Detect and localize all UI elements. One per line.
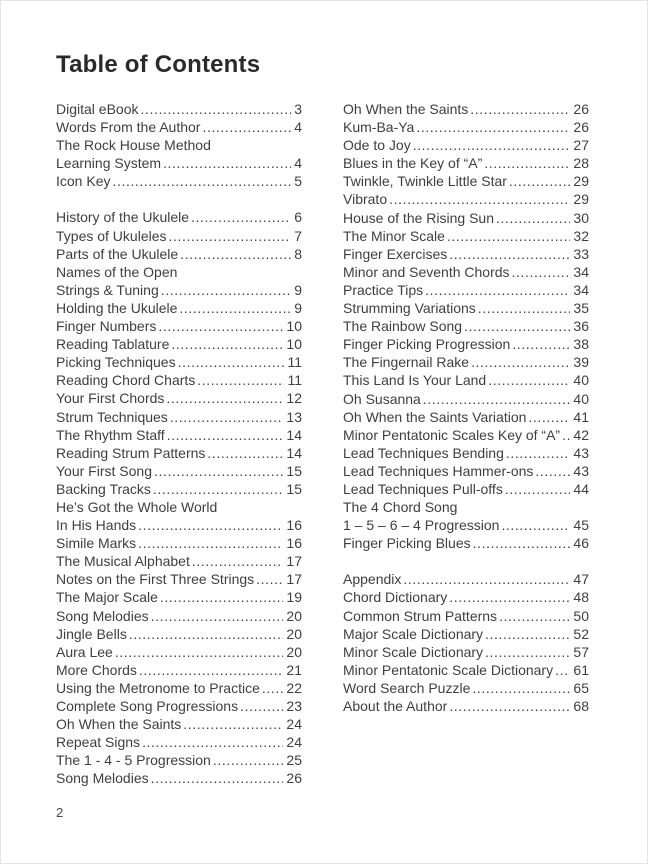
toc-entry: [343, 588, 589, 606]
toc-leader-dots: [166, 389, 283, 407]
toc-entry: [56, 733, 302, 751]
toc-entry-page: 42: [573, 426, 589, 443]
page-number: 2: [56, 805, 64, 820]
toc-leader-dots: [485, 625, 570, 643]
toc-entry-page: 13: [286, 408, 302, 425]
toc-entry-page: 25: [286, 752, 302, 769]
toc-entry-page: 20: [286, 643, 302, 660]
toc-entry-page: 35: [573, 300, 589, 317]
toc-entry: [56, 154, 302, 172]
toc-entry-page: 52: [573, 625, 589, 642]
toc-entry: [56, 661, 302, 679]
toc-leader-dots: [158, 317, 283, 335]
toc-entry: [343, 390, 589, 408]
toc-entry-page: 16: [286, 517, 302, 534]
toc-entry-label: Picking Techniques: [56, 354, 176, 371]
toc-entry-page: 16: [286, 535, 302, 552]
toc-entry-label: Your First Song: [56, 462, 152, 479]
toc-entry-page: 5: [294, 173, 302, 190]
toc-entry-label: Parts of the Ukulele: [56, 245, 179, 262]
toc-entry: [56, 245, 302, 263]
toc-leader-dots: [447, 227, 570, 245]
toc-entry-label: Ode to Joy: [343, 137, 411, 154]
toc-entry: [343, 444, 589, 462]
toc-entry-label: Kum-Ba-Ya: [343, 119, 415, 136]
toc-entry: [56, 172, 302, 190]
toc-entry: [343, 172, 589, 190]
toc-entry-label: Jingle Bells: [56, 625, 127, 642]
toc-entry-label: Word Search Puzzle: [343, 679, 471, 696]
toc-entry: [343, 661, 589, 679]
toc-entry: [56, 534, 302, 552]
toc-entry: [343, 534, 589, 552]
toc-leader-dots: [389, 190, 570, 208]
toc-leader-dots: [178, 353, 285, 371]
toc-entry-label: Learning System: [56, 155, 162, 172]
toc-entry-page: 29: [573, 173, 589, 190]
toc-entry: [343, 697, 589, 715]
toc-entry-label: Finger Picking Blues: [343, 535, 471, 552]
toc-leader-dots: [488, 371, 570, 389]
page-title: Table of Contents: [56, 51, 261, 79]
toc-entry-page: 45: [573, 517, 589, 534]
toc-entry-page: 40: [573, 390, 589, 407]
toc-entry-page: 39: [573, 354, 589, 371]
toc-entry-page: 9: [294, 299, 302, 316]
toc-entry-label: Blues in the Key of “A”: [343, 155, 483, 172]
toc-entry-label: Lead Techniques Pull-offs: [343, 480, 503, 497]
toc-leader-dots: [161, 281, 291, 299]
toc-leader-dots: [240, 697, 283, 715]
toc-entry: [343, 462, 589, 480]
toc-entry-page: 17: [286, 571, 302, 588]
toc-entry: [343, 353, 589, 371]
toc-leader-dots: [499, 607, 570, 625]
toc-entry-label: Holding the Ukulele: [56, 299, 178, 316]
toc-leader-dots: [192, 552, 284, 570]
toc-leader-dots: [153, 480, 283, 498]
toc-entry-page: 11: [287, 354, 302, 371]
toc-entry-label: Your First Chords: [56, 390, 165, 407]
toc-entry-label: Oh When the Saints Variation: [343, 408, 527, 425]
toc-leader-dots: [129, 625, 284, 643]
toc-leader-dots: [202, 118, 291, 136]
toc-leader-dots: [163, 154, 291, 172]
toc-entry-page: 21: [286, 661, 302, 678]
toc-entry-label: Lead Techniques Hammer-ons: [343, 462, 534, 479]
toc-entry-page: 14: [286, 444, 302, 461]
toc-leader-dots: [478, 299, 571, 317]
toc-entry: [343, 100, 589, 118]
toc-entry-label: Song Melodies: [56, 770, 149, 787]
toc-entry-page: 20: [286, 625, 302, 642]
toc-entry-label: Finger Picking Progression: [343, 336, 511, 353]
toc-entry-label: Words From the Author: [56, 119, 201, 136]
toc-leader-dots: [115, 643, 284, 661]
toc-entry: [56, 625, 302, 643]
toc-entry-label: Appendix: [343, 571, 402, 588]
toc-entry-page: 7: [294, 227, 302, 244]
toc-entry-label: Strumming Variations: [343, 300, 476, 317]
table-of-contents: [56, 100, 589, 787]
toc-entry: [56, 444, 302, 462]
toc-entry-page: 10: [286, 336, 302, 353]
toc-leader-dots: [403, 570, 570, 588]
toc-entry: [343, 335, 589, 353]
toc-entry-label: Vibrato: [343, 191, 388, 208]
toc-entry-label: The Minor Scale: [343, 227, 445, 244]
toc-entry: [343, 516, 589, 534]
toc-entry-label: 1 – 5 – 6 – 4 Progression: [343, 517, 500, 534]
toc-entry: [343, 371, 589, 389]
toc-leader-dots: [160, 588, 283, 606]
toc-entry: [56, 317, 302, 335]
toc-entry: [56, 697, 302, 715]
toc-leader-dots: [183, 715, 283, 733]
toc-entry-label: Reading Strum Patterns: [56, 444, 206, 461]
toc-leader-dots: [449, 697, 570, 715]
toc-entry-label: Strings & Tuning: [56, 281, 159, 298]
toc-leader-dots: [191, 208, 291, 226]
toc-entry-page: 38: [573, 336, 589, 353]
toc-entry: [56, 371, 302, 389]
toc-entry-page: 36: [573, 318, 589, 335]
toc-entry-label: Lead Techniques Bending: [343, 444, 504, 461]
toc-leader-dots: [501, 516, 570, 534]
toc-entry-label: Oh Susanna: [343, 390, 421, 407]
toc-leader-dots: [180, 245, 291, 263]
toc-entry-label: The Rhythm Staff: [56, 426, 165, 443]
toc-entry: [56, 426, 302, 444]
toc-entry-label: The Rock House Method: [56, 137, 211, 154]
toc-entry-page: 6: [294, 209, 302, 226]
toc-entry-page: 20: [286, 607, 302, 624]
toc-entry: [56, 570, 302, 588]
toc-entry-label: The Musical Alphabet: [56, 553, 190, 570]
toc-entry-page: 61: [573, 661, 589, 678]
toc-entry-label: The Fingernail Rake: [343, 354, 470, 371]
toc-column-right: [343, 100, 589, 787]
toc-entry-page: 68: [573, 698, 589, 714]
toc-entry-label: Strum Techniques: [56, 408, 168, 425]
toc-entry-page: 3: [294, 101, 302, 117]
toc-entry-page: 40: [573, 372, 589, 389]
toc-entry: [56, 552, 302, 570]
toc-entry-label: Common Strum Patterns: [343, 607, 498, 624]
toc-leader-dots: [139, 661, 284, 679]
toc-column-left: [56, 100, 302, 787]
toc-block: [56, 208, 302, 787]
toc-entry-label: The 4 Chord Song: [343, 499, 458, 516]
toc-entry: [343, 625, 589, 643]
toc-leader-dots: [485, 643, 570, 661]
toc-entry-page: 4: [294, 155, 302, 172]
toc-entry-page: 28: [573, 155, 589, 172]
toc-entry-label: Minor and Seventh Chords: [343, 263, 510, 280]
toc-entry-label: Minor Pentatonic Scale Dictionary: [343, 661, 554, 678]
toc-entry: [56, 588, 302, 606]
toc-entry-page: 17: [286, 553, 302, 570]
toc-leader-dots: [562, 426, 570, 444]
toc-entry: [56, 227, 302, 245]
toc-entry-label: Reading Tablature: [56, 336, 170, 353]
toc-leader-dots: [535, 462, 570, 480]
toc-entry-page: 10: [286, 318, 302, 335]
toc-entry: [56, 263, 302, 281]
toc-leader-dots: [496, 209, 570, 227]
toc-entry-label: Finger Numbers: [56, 318, 157, 335]
toc-entry: [56, 607, 302, 625]
toc-entry-label: Practice Tips: [343, 281, 424, 298]
toc-entry: [56, 299, 302, 317]
toc-leader-dots: [151, 769, 284, 787]
toc-entry-page: 15: [286, 462, 302, 479]
toc-leader-dots: [262, 679, 284, 697]
toc-entry: [56, 480, 302, 498]
toc-leader-dots: [509, 172, 571, 190]
toc-entry-label: Digital eBook: [56, 101, 139, 117]
toc-entry-page: 26: [573, 119, 589, 136]
toc-entry-label: Notes on the First Three Strings: [56, 571, 255, 588]
toc-leader-dots: [473, 534, 571, 552]
toc-entry-label: About the Author: [343, 698, 448, 714]
toc-leader-dots: [425, 281, 570, 299]
toc-entry-page: 43: [573, 444, 589, 461]
toc-entry-page: 11: [287, 372, 302, 389]
toc-entry-page: 4: [294, 119, 302, 136]
toc-leader-dots: [171, 335, 283, 353]
toc-entry-page: 26: [286, 770, 302, 787]
toc-leader-dots: [167, 426, 284, 444]
toc-leader-dots: [256, 570, 283, 588]
toc-leader-dots: [423, 390, 571, 408]
toc-entry-label: Major Scale Dictionary: [343, 625, 484, 642]
toc-leader-dots: [179, 299, 291, 317]
toc-entry-label: Names of the Open: [56, 263, 178, 280]
toc-entry-page: 27: [573, 137, 589, 154]
toc-entry: [343, 209, 589, 227]
toc-entry-page: 34: [573, 281, 589, 298]
toc-entry: [343, 190, 589, 208]
toc-entry-label: The Major Scale: [56, 589, 158, 606]
toc-entry-page: 19: [286, 589, 302, 606]
toc-entry: [343, 281, 589, 299]
toc-entry-label: Twinkle, Twinkle Little Star: [343, 173, 507, 190]
toc-entry: [343, 498, 589, 516]
toc-leader-dots: [141, 100, 292, 118]
toc-entry-label: House of the Rising Sun: [343, 209, 494, 226]
toc-entry: [343, 136, 589, 154]
toc-leader-dots: [413, 136, 571, 154]
toc-leader-dots: [197, 371, 284, 389]
toc-entry: [56, 335, 302, 353]
toc-entry-page: 47: [573, 571, 589, 588]
toc-entry-page: 24: [286, 716, 302, 733]
toc-entry-page: 9: [294, 281, 302, 298]
toc-entry-page: 43: [573, 462, 589, 479]
toc-leader-dots: [512, 335, 570, 353]
toc-entry-page: 29: [573, 191, 589, 208]
toc-entry-label: Song Melodies: [56, 607, 149, 624]
toc-entry: [343, 245, 589, 263]
toc-entry-page: 65: [573, 679, 589, 696]
toc-entry-label: Minor Scale Dictionary: [343, 643, 484, 660]
toc-entry-label: History of the Ukulele: [56, 209, 190, 226]
toc-entry: [343, 426, 589, 444]
toc-entry-label: Backing Tracks: [56, 480, 151, 497]
toc-entry-page: 50: [573, 607, 589, 624]
toc-entry-label: The 1 - 4 - 5 Progression: [56, 752, 211, 769]
toc-entry-page: 26: [573, 101, 589, 117]
toc-entry-page: 48: [573, 589, 589, 606]
toc-leader-dots: [555, 661, 570, 679]
toc-entry-page: 41: [573, 408, 589, 425]
toc-leader-dots: [170, 408, 284, 426]
toc-entry-label: Repeat Signs: [56, 734, 141, 751]
toc-entry-label: Chord Dictionary: [343, 589, 448, 606]
toc-leader-dots: [484, 154, 570, 172]
toc-entry-page: 34: [573, 263, 589, 280]
toc-entry-page: 30: [573, 209, 589, 226]
toc-leader-dots: [138, 516, 283, 534]
toc-leader-dots: [154, 462, 283, 480]
toc-entry-page: 44: [573, 480, 589, 497]
toc-entry-label: Using the Metronome to Practice: [56, 679, 260, 696]
toc-leader-dots: [142, 733, 283, 751]
toc-entry-label: More Chords: [56, 661, 137, 678]
toc-entry: [56, 769, 302, 787]
toc-entry-label: The Rainbow Song: [343, 318, 463, 335]
toc-entry: [343, 679, 589, 697]
toc-entry-page: 14: [286, 426, 302, 443]
toc-entry: [343, 154, 589, 172]
toc-entry: [56, 516, 302, 534]
toc-entry: [343, 643, 589, 661]
toc-entry: [56, 751, 302, 769]
toc-entry: [56, 208, 302, 226]
toc-entry-page: 22: [286, 679, 302, 696]
toc-leader-dots: [512, 263, 571, 281]
toc-entry: [56, 679, 302, 697]
toc-leader-dots: [472, 679, 570, 697]
toc-leader-dots: [112, 172, 291, 190]
toc-entry: [56, 408, 302, 426]
toc-entry: [343, 408, 589, 426]
toc-entry-page: 57: [573, 643, 589, 660]
toc-entry: [56, 389, 302, 407]
toc-entry-label: This Land Is Your Land: [343, 372, 487, 389]
toc-entry-page: 15: [286, 480, 302, 497]
toc-entry-label: In His Hands: [56, 517, 137, 534]
toc-entry-label: Finger Exercises: [343, 245, 448, 262]
toc-entry-page: 8: [294, 245, 302, 262]
toc-entry-page: 12: [286, 390, 302, 407]
toc-entry-page: 23: [286, 698, 302, 714]
toc-entry-label: Types of Ukuleles: [56, 227, 167, 244]
toc-entry: [343, 607, 589, 625]
toc-entry: [56, 498, 302, 516]
toc-entry: [343, 263, 589, 281]
toc-entry-page: 46: [573, 535, 589, 552]
toc-entry-label: Simile Marks: [56, 535, 137, 552]
toc-entry-page: 32: [573, 227, 589, 244]
toc-entry: [56, 118, 302, 136]
toc-leader-dots: [505, 480, 571, 498]
toc-entry: [56, 281, 302, 299]
toc-entry: [56, 136, 302, 154]
toc-entry-label: Minor Pentatonic Scales Key of “A”: [343, 426, 561, 443]
toc-leader-dots: [213, 751, 284, 769]
toc-leader-dots: [207, 444, 283, 462]
toc-block: [343, 100, 589, 552]
toc-entry-label: Oh When the Saints: [343, 101, 469, 117]
toc-entry-page: 33: [573, 245, 589, 262]
toc-entry-label: He’s Got the Whole World: [56, 498, 218, 515]
toc-entry: [343, 480, 589, 498]
toc-entry: [343, 317, 589, 335]
toc-leader-dots: [169, 227, 292, 245]
toc-leader-dots: [449, 588, 570, 606]
toc-entry: [343, 299, 589, 317]
toc-entry-label: Oh When the Saints: [56, 716, 182, 733]
toc-leader-dots: [449, 245, 570, 263]
toc-entry: [56, 643, 302, 661]
toc-leader-dots: [464, 317, 570, 335]
toc-leader-dots: [506, 444, 571, 462]
toc-entry-label: Aura Lee: [56, 643, 113, 660]
toc-leader-dots: [416, 118, 570, 136]
toc-entry-page: 24: [286, 734, 302, 751]
toc-entry: [343, 118, 589, 136]
toc-entry: [56, 715, 302, 733]
toc-entry: [343, 227, 589, 245]
toc-block: [343, 570, 589, 715]
toc-entry: [56, 462, 302, 480]
toc-entry: [343, 570, 589, 588]
toc-block: [56, 100, 302, 190]
toc-entry-label: Reading Chord Charts: [56, 372, 196, 389]
toc-leader-dots: [138, 534, 283, 552]
toc-entry-label: Icon Key: [56, 173, 111, 190]
toc-leader-dots: [151, 607, 284, 625]
toc-leader-dots: [528, 408, 570, 426]
toc-leader-dots: [470, 100, 570, 118]
toc-entry-label: Complete Song Progressions: [56, 698, 239, 714]
toc-leader-dots: [471, 353, 570, 371]
toc-entry: [56, 100, 302, 118]
toc-entry: [56, 353, 302, 371]
